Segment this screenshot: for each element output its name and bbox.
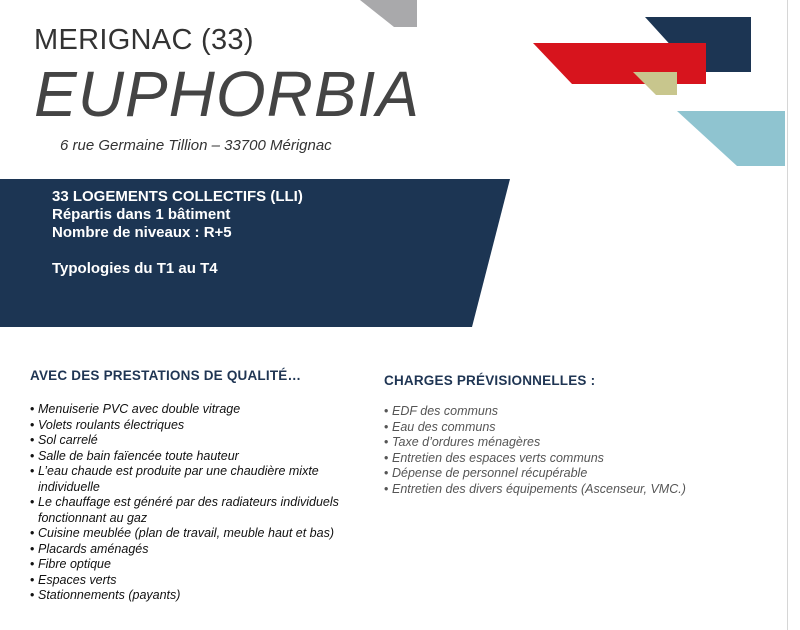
list-item: • Espaces verts xyxy=(30,573,350,589)
banner-text xyxy=(52,188,303,278)
banner-line-logements: 33 LOGEMENTS COLLECTIFS (LLI) xyxy=(52,188,303,205)
list-item: • Dépense de personnel récupérable xyxy=(384,466,784,482)
charges-list xyxy=(384,404,784,497)
list-item: • Placards aménagés xyxy=(30,542,350,558)
list-item: • Menuiserie PVC avec double vitrage xyxy=(30,402,350,418)
list-item: • Sol carrelé xyxy=(30,433,350,449)
prestations-title: AVEC DES PRESTATIONS DE QUALITÉ… xyxy=(30,368,302,383)
banner-spacer xyxy=(52,242,303,260)
list-item: • Stationnements (payants) xyxy=(30,588,350,604)
banner-line-typologies: Typologies du T1 au T4 xyxy=(52,260,218,277)
list-item: • Fibre optique xyxy=(30,557,350,573)
list-item: • Entretien des espaces verts communs xyxy=(384,451,784,467)
lightblue-shape xyxy=(677,111,785,166)
list-item: • Volets roulants électriques xyxy=(30,418,350,434)
gray-shape xyxy=(360,0,417,27)
list-item: • EDF des communs xyxy=(384,404,784,420)
city-title: MERIGNAC (33) xyxy=(34,24,254,56)
prestations-list xyxy=(30,402,350,604)
list-item: • Cuisine meublée (plan de travail, meuble haut et bas) xyxy=(30,526,350,542)
list-item: • L’eau chaude est produite par une chaudière mixte individuelle xyxy=(30,464,350,495)
charges-title: CHARGES PRÉVISIONNELLES : xyxy=(384,373,596,388)
red-shape xyxy=(533,43,706,84)
list-item: • Taxe d’ordures ménagères xyxy=(384,435,784,451)
list-item: • Entretien des divers équipements (Ascenseur, VMC.) xyxy=(384,482,784,498)
address: 6 rue Germaine Tillion – 33700 Mérignac xyxy=(60,137,332,154)
banner-line-niveaux: Nombre de niveaux : R+5 xyxy=(52,224,232,241)
list-item: • Le chauffage est généré par des radiateurs individuels fonctionnant au gaz xyxy=(30,495,350,526)
program-name: EUPHORBIA xyxy=(34,58,420,130)
banner-line-batiment: Répartis dans 1 bâtiment xyxy=(52,206,231,223)
page-edge-line xyxy=(787,0,788,630)
list-item: • Eau des communs xyxy=(384,420,784,436)
list-item: • Salle de bain faïencée toute hauteur xyxy=(30,449,350,465)
